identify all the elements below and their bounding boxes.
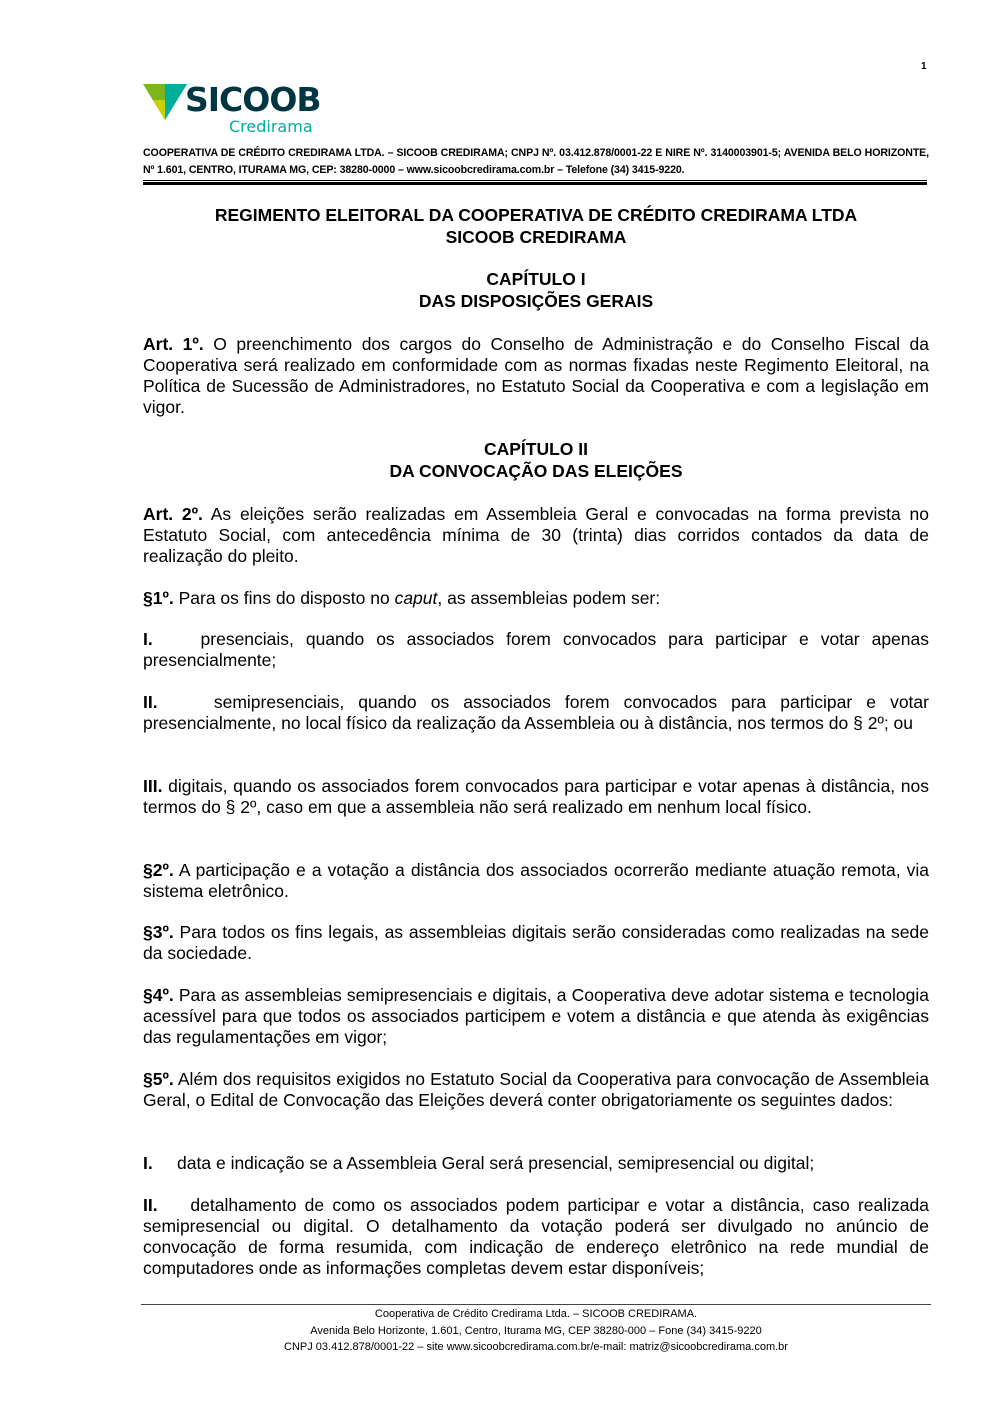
item-1 — [143, 629, 929, 671]
paragraph-label: §5º. — [143, 1069, 174, 1089]
item-label: II. — [143, 692, 158, 712]
item-5-1 — [143, 1153, 929, 1174]
page-number: 1 — [921, 61, 927, 72]
chapter-number: CAPÍTULO II — [483, 439, 589, 459]
item-text: data e indicação se a Assembleia Geral será presencial, semipresencial ou digital; — [177, 1153, 815, 1173]
article-label: Art. 1º. — [143, 334, 204, 354]
paragraph-text: , as assembleias podem ser: — [437, 588, 661, 608]
paragraph-text: A participação e a votação a distância dos associados ocorrerão mediante atuação remota, via sistema eletrônico. — [143, 860, 929, 901]
paragraph-1 — [143, 588, 929, 609]
title-line2: SICOOB CREDIRAMA — [445, 226, 627, 247]
paragraph-text: Para os fins do disposto no — [173, 588, 395, 608]
item-label: III. — [143, 776, 163, 796]
item-2 — [143, 692, 929, 734]
document-title — [143, 205, 929, 248]
italic-term: caput — [394, 588, 438, 608]
paragraph-text: Para todos os fins legais, as assembleias digitais serão consideradas como realizadas na sede da sociedade. — [143, 922, 929, 963]
paragraph-text: Além dos requisitos exigidos no Estatuto Social da Cooperativa para convocação de Assembleia Geral, o Edital de Convocação das Eleições deverá conter obrigatoriamente os seguintes dados: — [143, 1069, 929, 1110]
paragraph-label: §2º. — [143, 860, 174, 880]
item-label: I. — [143, 629, 153, 649]
footer — [143, 1306, 929, 1356]
article-text: O preenchimento dos cargos do Conselho de Administração e do Conselho Fiscal da Cooperativa será realizado em conformidade com as normas fixadas neste Regimento Eleitoral, na Política de Sucessão de Administradores, no Estatuto Social da Cooperativa e com a legislação em vigor. — [143, 334, 929, 417]
chapter-1-heading — [143, 269, 929, 312]
paragraph-label: §1º. — [143, 588, 174, 608]
item-text: digitais, quando os associados forem convocados para participar e votar apenas à distância, nos termos do § 2º, caso em que a assembleia não será realizado em nenhum local físico. — [143, 776, 929, 817]
article-label: Art. 2º. — [143, 504, 203, 524]
item-5-2 — [143, 1195, 929, 1279]
paragraph-label: §3º. — [143, 922, 174, 942]
letterhead-text: COOPERATIVA DE CRÉDITO CREDIRAMA LTDA. – SICOOB CREDIRAMA; CNPJ Nº. 03.412.878/0001-22 E NIRE Nº. 3140003901-5; AVENIDA BELO HORIZONTE, Nº 1.601, CENTRO, ITURAMA MG, CEP: 38280-0000 – www.sicoobcredirama.com.br – Telefone (34) 3415-9220. — [143, 147, 929, 176]
item-label: I. — [143, 1153, 153, 1173]
logo-mark-icon — [143, 82, 187, 122]
header-divider-thick — [143, 182, 927, 185]
item-text: semipresenciais, quando os associados forem convocados para participar e votar presencialmente, no local físico da realização da Assembleia ou à distância, nos termos do § 2º; ou — [143, 692, 929, 733]
footer-divider — [141, 1304, 931, 1305]
footer-line: CNPJ 03.412.878/0001-22 – site www.sicoobcredirama.com.br/e-mail: matriz@sicoobcredirama.com.br — [284, 1341, 788, 1353]
footer-line: Avenida Belo Horizonte, 1.601, Centro, Iturama MG, CEP 38280-000 – Fone (34) 3415-9220 — [310, 1324, 762, 1337]
paragraph-4 — [143, 985, 929, 1048]
logo-sub: Credirama — [229, 117, 313, 136]
article-2 — [143, 504, 929, 567]
item-text: detalhamento de como os associados podem participar e votar a distância, caso realizada semipresencial ou digital. O detalhamento da votação poderá ser divulgado no anúncio de convocação de forma resumida, com indicação de endereço eletrônico na rede mundial de computadores onde as informações completas devem estar disponíveis; — [143, 1195, 929, 1278]
paragraph-5 — [143, 1069, 929, 1111]
sicoob-logo — [143, 82, 323, 136]
item-text: presenciais, quando os associados forem convocados para participar e votar apenas presencialmente; — [143, 629, 929, 670]
chapter-title: DAS DISPOSIÇÕES GERAIS — [418, 290, 654, 311]
title-line1: REGIMENTO ELEITORAL DA COOPERATIVA DE CRÉDITO CREDIRAMA LTDA — [214, 205, 858, 225]
paragraph-2 — [143, 860, 929, 902]
paragraph-label: §4º. — [143, 985, 174, 1005]
paragraph-text: Para as assembleias semipresenciais e digitais, a Cooperativa deve adotar sistema e tecnologia acessível para que todos os associados participem e votem a distância e que atenda às exigências das regulamentações em vigor; — [143, 985, 929, 1047]
item-3 — [143, 776, 929, 818]
chapter-2-heading — [143, 439, 929, 482]
logo-brand: SICOOB — [185, 80, 321, 119]
item-label: II. — [143, 1195, 158, 1215]
paragraph-3 — [143, 922, 929, 964]
article-text: As eleições serão realizadas em Assembleia Geral e convocadas na forma prevista no Estatuto Social, com antecedência mínima de 30 (trinta) dias corridos contados da data de realização do pleito. — [143, 504, 929, 566]
chapter-number: CAPÍTULO I — [486, 269, 586, 289]
chapter-title: DA CONVOCAÇÃO DAS ELEIÇÕES — [389, 460, 683, 481]
article-1 — [143, 334, 929, 418]
header-divider — [143, 180, 927, 181]
footer-line: Cooperativa de Crédito Credirama Ltda. – SICOOB CREDIRAMA. — [374, 1308, 698, 1320]
